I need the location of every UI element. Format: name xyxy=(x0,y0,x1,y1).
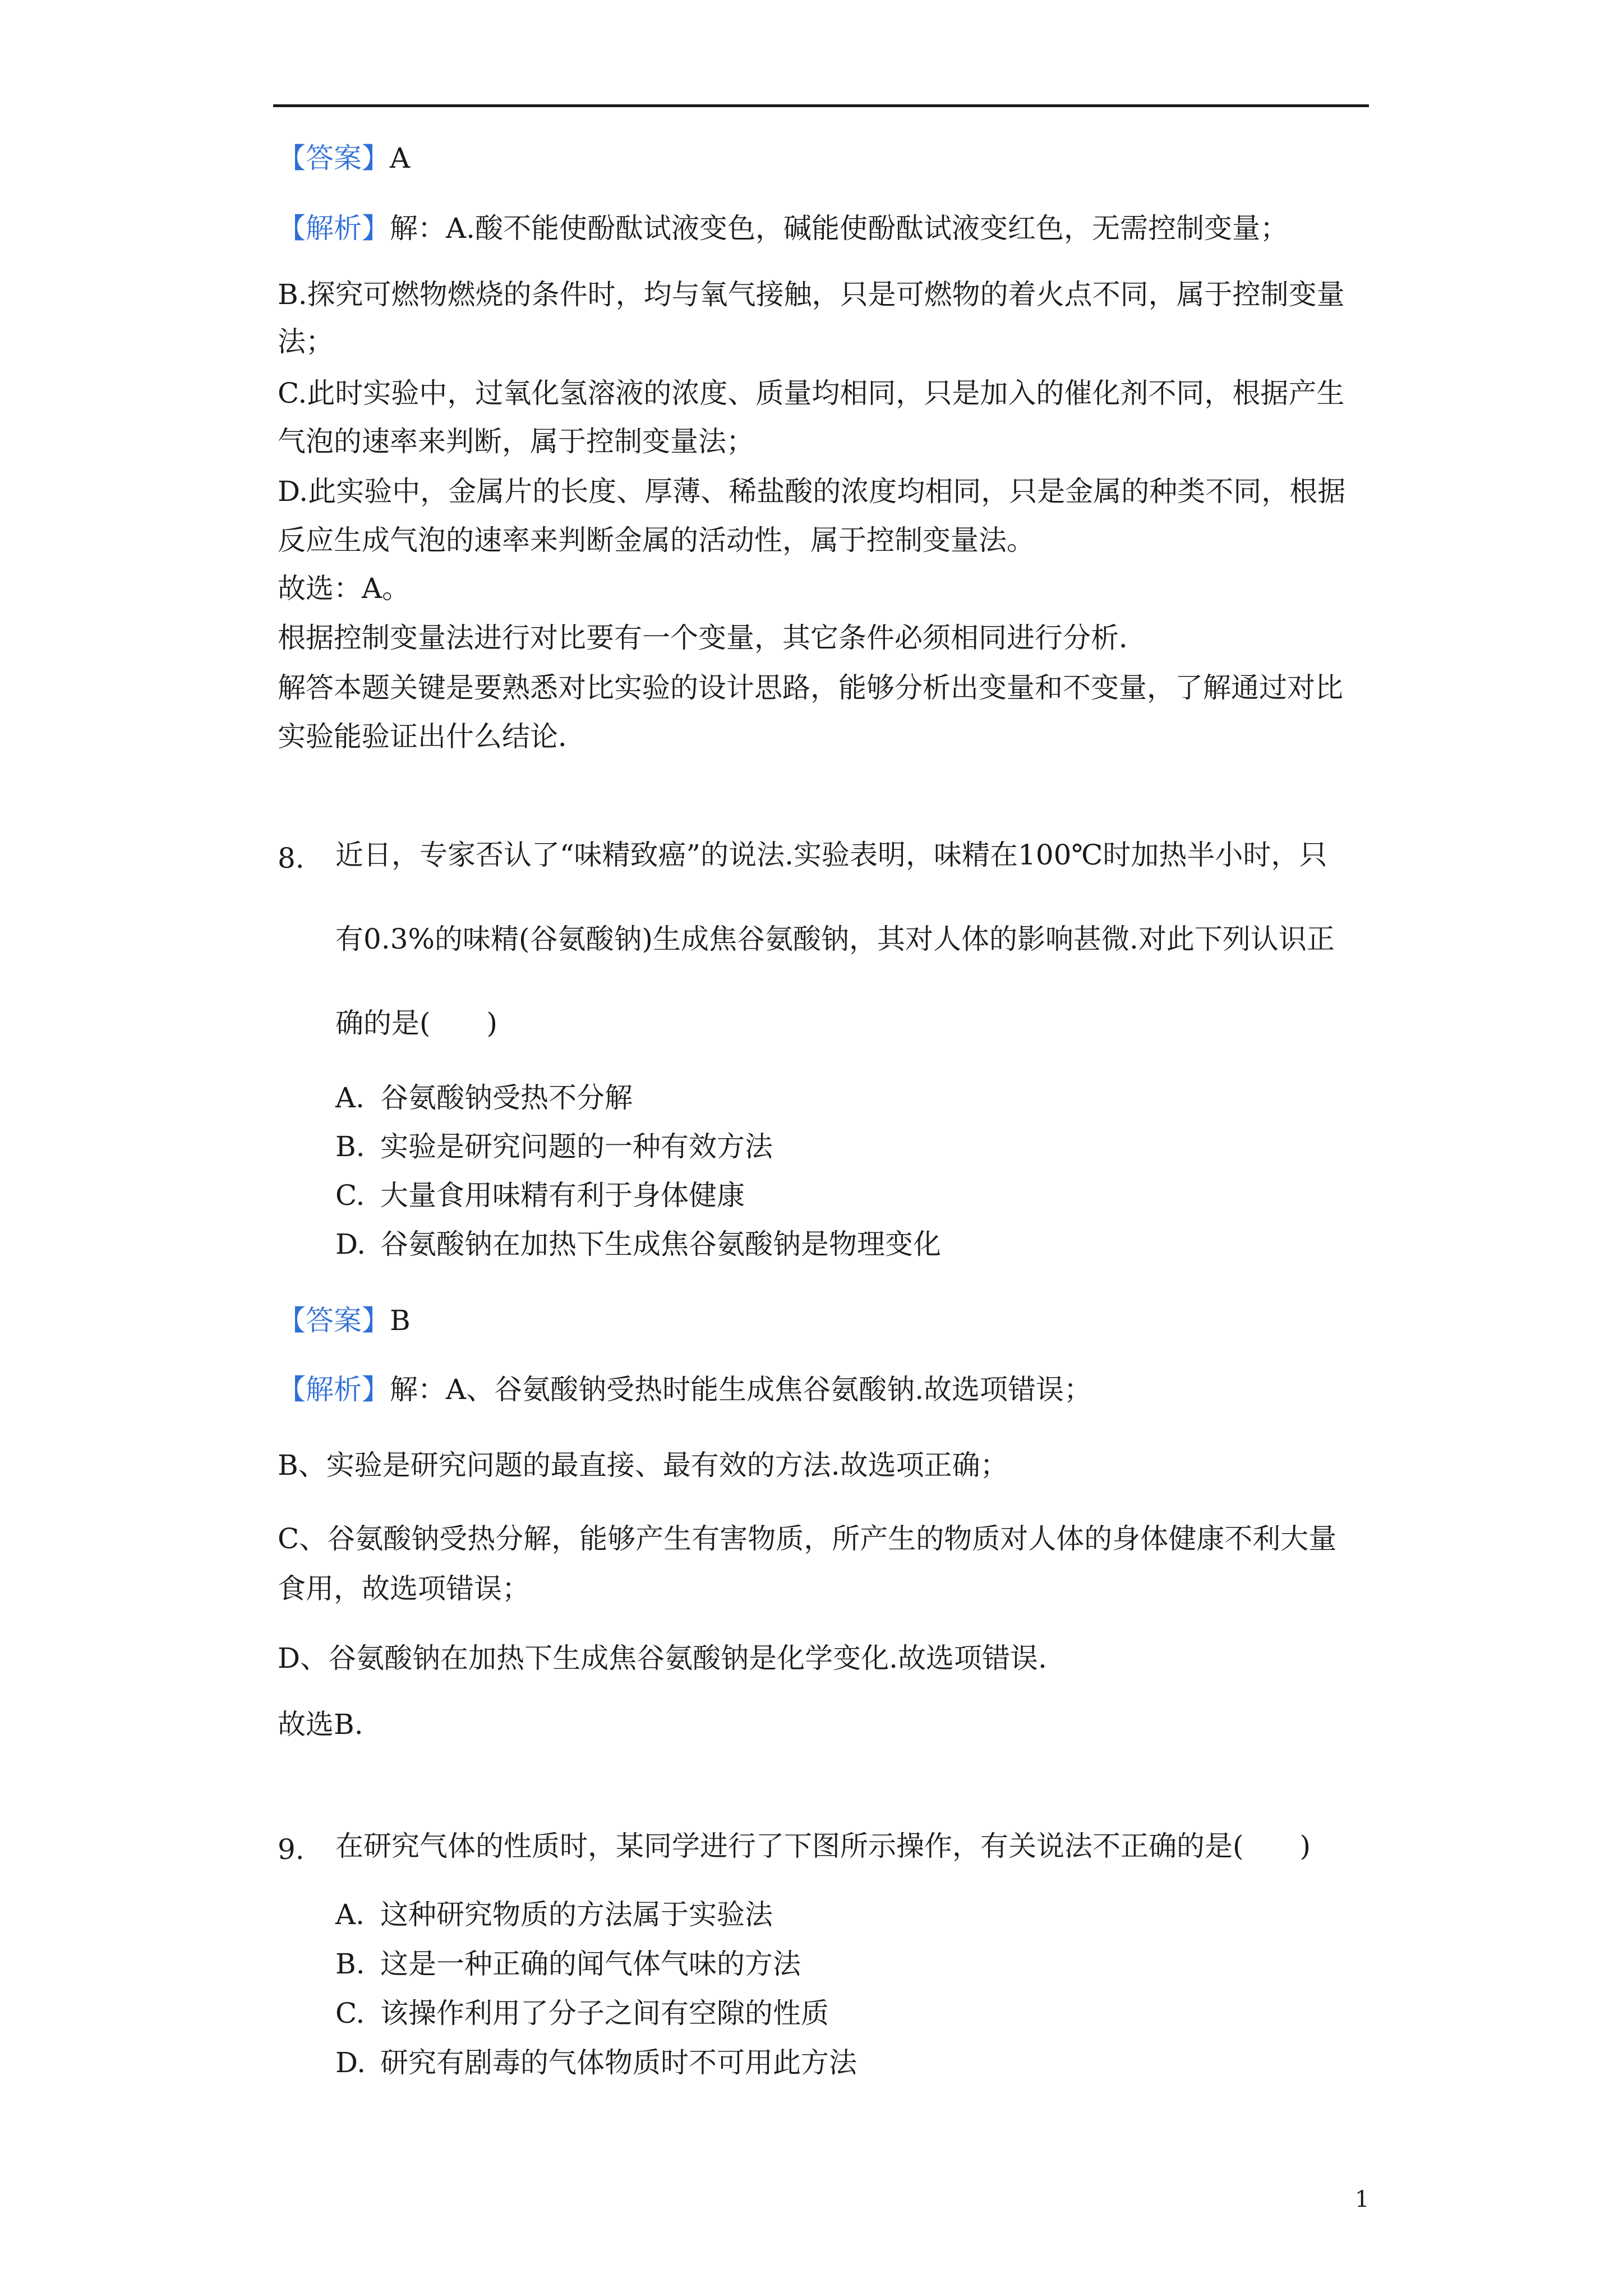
analysis-line: 气泡的速率来判断，属于控制变量法； xyxy=(278,425,754,458)
page-number: 1 xyxy=(1355,2187,1370,2212)
question-stem-line: 近日，专家否认了“味精致癌”的说法.实验表明，味精在100℃时加热半小时，只 xyxy=(335,839,1327,871)
answer-line xyxy=(278,1303,411,1338)
analysis-line: 实验能验证出什么结论． xyxy=(278,720,586,753)
analysis-line: 法； xyxy=(278,325,334,358)
option-a: A. 谷氨酸钠受热不分解 xyxy=(335,1082,633,1114)
analysis-line: 故选B. xyxy=(278,1708,363,1741)
analysis-line xyxy=(278,210,1288,246)
option-b: B. 实验是研究问题的一种有效方法 xyxy=(335,1130,773,1163)
analysis-text: 解：A、谷氨酸钠受热时能生成焦谷氨酸钠.故选项错误； xyxy=(390,1373,1092,1406)
analysis-line: 解答本题关键是要熟悉对比实验的设计思路，能够分析出变量和不变量，了解通过对比 xyxy=(278,671,1343,704)
analysis-line: C、谷氨酸钠受热分解，能够产生有害物质，所产生的物质对人体的身体健康不利大量 xyxy=(278,1522,1337,1555)
option-a: A. 这种研究物质的方法属于实验法 xyxy=(335,1898,773,1931)
analysis-line: 食用，故选项错误； xyxy=(278,1572,530,1605)
question-stem-line: 确的是( ) xyxy=(335,1007,498,1039)
option-c: C. 大量食用味精有利于身体健康 xyxy=(335,1179,745,1212)
analysis-line: D.此实验中，金属片的长度、厚薄、稀盐酸的浓度均相同，只是金属的种类不同，根据 xyxy=(278,475,1346,508)
answer-tag: 【答案】 xyxy=(278,1304,390,1337)
analysis-line: C.此时实验中，过氧化氢溶液的浓度、质量均相同，只是加入的催化剂不同，根据产生 xyxy=(278,377,1345,409)
option-c: C. 该操作利用了分子之间有空隙的性质 xyxy=(335,1997,829,2030)
option-b: B. 这是一种正确的闻气体气味的方法 xyxy=(335,1948,801,1980)
answer-value: A xyxy=(390,142,411,174)
analysis-tag: 【解析】 xyxy=(278,1373,390,1406)
analysis-text: 解：A.酸不能使酚酞试液变色，碱能使酚酞试液变红色，无需控制变量； xyxy=(390,212,1289,245)
answer-tag: 【答案】 xyxy=(278,142,390,174)
question-number: 8. xyxy=(278,842,305,875)
question-stem-line: 在研究气体的性质时，某同学进行了下图所示操作，有关说法不正确的是( ) xyxy=(335,1830,1311,1862)
analysis-line xyxy=(278,1372,1092,1407)
question-number: 9. xyxy=(278,1833,305,1866)
answer-value: B xyxy=(390,1304,411,1337)
analysis-line: 根据控制变量法进行对比要有一个变量，其它条件必须相同进行分析． xyxy=(278,622,1147,654)
option-d: D. 研究有剧毒的气体物质时不可用此方法 xyxy=(335,2046,857,2079)
analysis-line: 故选：A。 xyxy=(278,572,411,605)
analysis-line: 反应生成气泡的速率来判断金属的活动性，属于控制变量法。 xyxy=(278,524,1035,556)
question-stem-line: 有0.3%的味精(谷氨酸钠)生成焦谷氨酸钠，其对人体的影响甚微.对此下列认识正 xyxy=(335,923,1335,955)
answer-line xyxy=(278,140,410,176)
analysis-line: B、实验是研究问题的最直接、最有效的方法.故选项正确； xyxy=(278,1449,1008,1481)
analysis-line: D、谷氨酸钠在加热下生成焦谷氨酸钠是化学变化.故选项错误. xyxy=(278,1642,1047,1674)
analysis-tag: 【解析】 xyxy=(278,212,390,245)
header-rule xyxy=(273,104,1369,107)
analysis-line: B.探究可燃物燃烧的条件时，均与氧气接触，只是可燃物的着火点不同，属于控制变量 xyxy=(278,278,1345,311)
option-d: D. 谷氨酸钠在加热下生成焦谷氨酸钠是物理变化 xyxy=(335,1228,941,1260)
